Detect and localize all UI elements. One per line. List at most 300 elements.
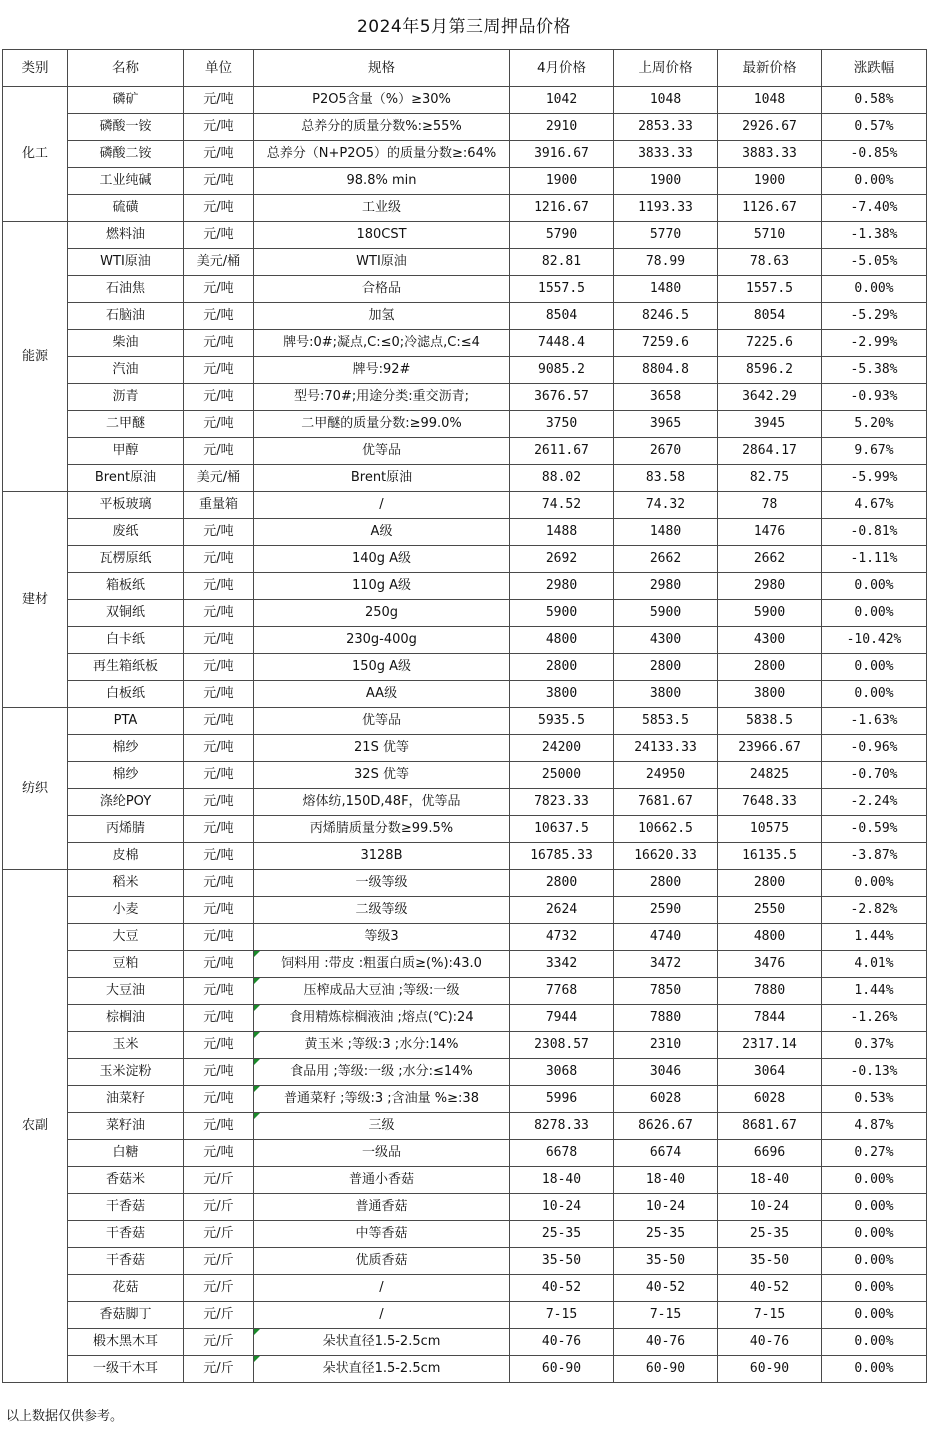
spec-cell: 110g A级 [254,573,510,600]
unit-cell: 元/吨 [184,735,254,762]
spec-cell: 食用精炼棕榈液油 ;熔点(℃):24 [254,1005,510,1032]
unit-cell: 元/吨 [184,519,254,546]
april-price-cell: 8278.33 [510,1113,614,1140]
item-name-cell: 白板纸 [68,681,184,708]
spec-cell: 牌号:0#;凝点,C:≤0;冷滤点,C:≤4 [254,330,510,357]
spec-cell: 饲料用 :带皮 :粗蛋白质≥(%):43.0 [254,951,510,978]
change-cell: 0.00% [822,1167,927,1194]
unit-cell: 元/吨 [184,951,254,978]
last-week-price-cell: 2662 [614,546,718,573]
april-price-cell: 8504 [510,303,614,330]
table-row [3,897,927,924]
last-week-price-cell: 3965 [614,411,718,438]
april-price-cell: 5900 [510,600,614,627]
spec-cell: 优等品 [254,708,510,735]
april-price-cell: 25000 [510,762,614,789]
change-cell: -0.93% [822,384,927,411]
unit-cell: 元/吨 [184,1032,254,1059]
latest-price-cell: 3800 [718,681,822,708]
category-cell: 化工 [3,87,68,222]
april-price-cell: 1216.67 [510,195,614,222]
unit-cell: 元/斤 [184,1329,254,1356]
column-header: 4月价格 [510,50,614,87]
unit-cell: 元/吨 [184,816,254,843]
spec-cell: 三级 [254,1113,510,1140]
april-price-cell: 4800 [510,627,614,654]
last-week-price-cell: 7850 [614,978,718,1005]
table-row [3,276,927,303]
table-row [3,924,927,951]
unit-cell: 元/吨 [184,384,254,411]
item-name-cell: 干香菇 [68,1221,184,1248]
unit-cell: 元/斤 [184,1275,254,1302]
table-row [3,1275,927,1302]
april-price-cell: 2624 [510,897,614,924]
last-week-price-cell: 2800 [614,870,718,897]
latest-price-cell: 2800 [718,654,822,681]
item-name-cell: 花菇 [68,1275,184,1302]
last-week-price-cell: 2800 [614,654,718,681]
april-price-cell: 6678 [510,1140,614,1167]
table-row [3,330,927,357]
item-name-cell: 废纸 [68,519,184,546]
last-week-price-cell: 40-52 [614,1275,718,1302]
spec-cell: / [254,1275,510,1302]
last-week-price-cell: 1480 [614,519,718,546]
last-week-price-cell: 16620.33 [614,843,718,870]
item-name-cell: 再生箱纸板 [68,654,184,681]
footer-note: 以上数据仅供参考。 [6,1409,124,1424]
spec-cell: P2O5含量（%）≥30% [254,87,510,114]
latest-price-cell: 2980 [718,573,822,600]
spec-cell: 朵状直径1.5-2.5cm [254,1356,510,1383]
category-cell: 农副 [3,870,68,1383]
spec-cell: 朵状直径1.5-2.5cm [254,1329,510,1356]
table-row [3,1005,927,1032]
header-row [3,50,927,87]
item-name-cell: 一级干木耳 [68,1356,184,1383]
last-week-price-cell: 6028 [614,1086,718,1113]
column-header: 单位 [184,50,254,87]
latest-price-cell: 2800 [718,870,822,897]
table-row [3,735,927,762]
unit-cell: 元/吨 [184,1005,254,1032]
table-row [3,357,927,384]
table-row [3,1167,927,1194]
last-week-price-cell: 5853.5 [614,708,718,735]
spec-cell: 压榨成品大豆油 ;等级:一级 [254,978,510,1005]
item-name-cell: 菜籽油 [68,1113,184,1140]
change-cell: 4.67% [822,492,927,519]
item-name-cell: 玉米 [68,1032,184,1059]
latest-price-cell: 7648.33 [718,789,822,816]
change-cell: -1.38% [822,222,927,249]
april-price-cell: 7823.33 [510,789,614,816]
last-week-price-cell: 78.99 [614,249,718,276]
april-price-cell: 25-35 [510,1221,614,1248]
change-cell: 5.20% [822,411,927,438]
item-name-cell: 棉纱 [68,735,184,762]
unit-cell: 元/吨 [184,789,254,816]
column-header: 名称 [68,50,184,87]
last-week-price-cell: 1193.33 [614,195,718,222]
last-week-price-cell: 3658 [614,384,718,411]
unit-cell: 元/吨 [184,762,254,789]
unit-cell: 元/吨 [184,681,254,708]
change-cell: 0.53% [822,1086,927,1113]
april-price-cell: 2692 [510,546,614,573]
item-name-cell: 大豆油 [68,978,184,1005]
item-name-cell: 玉米淀粉 [68,1059,184,1086]
change-cell: -7.40% [822,195,927,222]
item-name-cell: 磷酸一铵 [68,114,184,141]
spec-cell: 合格品 [254,276,510,303]
item-name-cell: 箱板纸 [68,573,184,600]
latest-price-cell: 8596.2 [718,357,822,384]
table-row [3,1248,927,1275]
latest-price-cell: 78.63 [718,249,822,276]
last-week-price-cell: 7259.6 [614,330,718,357]
change-cell: -0.96% [822,735,927,762]
table-row [3,519,927,546]
april-price-cell: 16785.33 [510,843,614,870]
april-price-cell: 18-40 [510,1167,614,1194]
latest-price-cell: 8054 [718,303,822,330]
latest-price-cell: 1048 [718,87,822,114]
change-cell: -5.99% [822,465,927,492]
april-price-cell: 2910 [510,114,614,141]
latest-price-cell: 3883.33 [718,141,822,168]
latest-price-cell: 7-15 [718,1302,822,1329]
april-price-cell: 9085.2 [510,357,614,384]
change-cell: -2.24% [822,789,927,816]
unit-cell: 重量箱 [184,492,254,519]
change-cell: -0.59% [822,816,927,843]
spec-cell: 二甲醚的质量分数:≥99.0% [254,411,510,438]
april-price-cell: 82.81 [510,249,614,276]
latest-price-cell: 3476 [718,951,822,978]
unit-cell: 元/吨 [184,222,254,249]
change-cell: 9.67% [822,438,927,465]
unit-cell: 元/斤 [184,1167,254,1194]
spec-cell: 250g [254,600,510,627]
latest-price-cell: 82.75 [718,465,822,492]
latest-price-cell: 8681.67 [718,1113,822,1140]
item-name-cell: 磷酸二铵 [68,141,184,168]
last-week-price-cell: 7-15 [614,1302,718,1329]
latest-price-cell: 2550 [718,897,822,924]
unit-cell: 元/吨 [184,168,254,195]
unit-cell: 元/吨 [184,1113,254,1140]
latest-price-cell: 40-52 [718,1275,822,1302]
unit-cell: 元/吨 [184,303,254,330]
item-name-cell: 硫磺 [68,195,184,222]
april-price-cell: 3750 [510,411,614,438]
last-week-price-cell: 60-90 [614,1356,718,1383]
latest-price-cell: 3064 [718,1059,822,1086]
item-name-cell: 干香菇 [68,1248,184,1275]
spec-cell: 二级等级 [254,897,510,924]
table-row [3,1086,927,1113]
item-name-cell: 小麦 [68,897,184,924]
last-week-price-cell: 1900 [614,168,718,195]
change-cell: 0.57% [822,114,927,141]
latest-price-cell: 2864.17 [718,438,822,465]
unit-cell: 元/吨 [184,276,254,303]
last-week-price-cell: 1048 [614,87,718,114]
spec-cell: 32S 优等 [254,762,510,789]
change-cell: 4.01% [822,951,927,978]
unit-cell: 元/吨 [184,843,254,870]
change-cell: 0.27% [822,1140,927,1167]
table-row [3,1329,927,1356]
unit-cell: 元/斤 [184,1221,254,1248]
last-week-price-cell: 4740 [614,924,718,951]
unit-cell: 元/吨 [184,897,254,924]
table-row [3,816,927,843]
spec-cell: 总养分（N+P2O5）的质量分数≥:64% [254,141,510,168]
unit-cell: 元/吨 [184,654,254,681]
unit-cell: 元/吨 [184,870,254,897]
item-name-cell: 稻米 [68,870,184,897]
last-week-price-cell: 74.32 [614,492,718,519]
item-name-cell: 白糖 [68,1140,184,1167]
change-cell: 0.00% [822,168,927,195]
latest-price-cell: 1126.67 [718,195,822,222]
last-week-price-cell: 10-24 [614,1194,718,1221]
last-week-price-cell: 8246.5 [614,303,718,330]
latest-price-cell: 78 [718,492,822,519]
item-name-cell: 皮棉 [68,843,184,870]
april-price-cell: 1042 [510,87,614,114]
change-cell: -1.11% [822,546,927,573]
unit-cell: 元/吨 [184,114,254,141]
unit-cell: 元/吨 [184,438,254,465]
change-cell: -5.29% [822,303,927,330]
latest-price-cell: 40-76 [718,1329,822,1356]
april-price-cell: 3342 [510,951,614,978]
item-name-cell: 瓦楞原纸 [68,546,184,573]
april-price-cell: 60-90 [510,1356,614,1383]
last-week-price-cell: 18-40 [614,1167,718,1194]
item-name-cell: 石脑油 [68,303,184,330]
spec-cell: 普通香菇 [254,1194,510,1221]
table-row [3,1302,927,1329]
table-row [3,168,927,195]
spec-cell: 优质香菇 [254,1248,510,1275]
unit-cell: 元/吨 [184,330,254,357]
april-price-cell: 74.52 [510,492,614,519]
change-cell: 1.44% [822,978,927,1005]
last-week-price-cell: 8804.8 [614,357,718,384]
spec-cell: 中等香菇 [254,1221,510,1248]
latest-price-cell: 5900 [718,600,822,627]
unit-cell: 元/吨 [184,411,254,438]
spec-cell: 140g A级 [254,546,510,573]
latest-price-cell: 4800 [718,924,822,951]
last-week-price-cell: 24133.33 [614,735,718,762]
spec-cell: 黄玉米 ;等级:3 ;水分:14% [254,1032,510,1059]
table-header [3,50,927,87]
item-name-cell: 椴木黑木耳 [68,1329,184,1356]
april-price-cell: 5935.5 [510,708,614,735]
latest-price-cell: 1900 [718,168,822,195]
item-name-cell: 沥青 [68,384,184,411]
price-table [2,49,927,1383]
latest-price-cell: 2317.14 [718,1032,822,1059]
spec-cell: 21S 优等 [254,735,510,762]
latest-price-cell: 10575 [718,816,822,843]
spec-cell: / [254,492,510,519]
april-price-cell: 5790 [510,222,614,249]
latest-price-cell: 4300 [718,627,822,654]
latest-price-cell: 3945 [718,411,822,438]
last-week-price-cell: 2670 [614,438,718,465]
latest-price-cell: 1557.5 [718,276,822,303]
table-row [3,492,927,519]
table-row [3,195,927,222]
column-header: 涨跌幅 [822,50,927,87]
latest-price-cell: 2926.67 [718,114,822,141]
column-header: 最新价格 [718,50,822,87]
change-cell: 0.00% [822,1194,927,1221]
spec-cell: Brent原油 [254,465,510,492]
spec-cell: 普通小香菇 [254,1167,510,1194]
column-header: 类别 [3,50,68,87]
spec-cell: 优等品 [254,438,510,465]
unit-cell: 美元/桶 [184,465,254,492]
april-price-cell: 7944 [510,1005,614,1032]
spec-cell: 98.8% min [254,168,510,195]
change-cell: 0.00% [822,1302,927,1329]
spec-cell: 工业级 [254,195,510,222]
april-price-cell: 3676.57 [510,384,614,411]
last-week-price-cell: 2590 [614,897,718,924]
table-row [3,438,927,465]
unit-cell: 元/斤 [184,1194,254,1221]
spec-cell: 型号:70#;用途分类:重交沥青; [254,384,510,411]
change-cell: -2.99% [822,330,927,357]
april-price-cell: 1900 [510,168,614,195]
item-name-cell: 双铜纸 [68,600,184,627]
change-cell: -10.42% [822,627,927,654]
spec-cell: 一级等级 [254,870,510,897]
change-cell: 0.00% [822,1275,927,1302]
table-row [3,249,927,276]
unit-cell: 元/吨 [184,708,254,735]
spec-cell: / [254,1302,510,1329]
latest-price-cell: 1476 [718,519,822,546]
item-name-cell: 白卡纸 [68,627,184,654]
latest-price-cell: 10-24 [718,1194,822,1221]
latest-price-cell: 3642.29 [718,384,822,411]
table-row [3,843,927,870]
item-name-cell: 甲醇 [68,438,184,465]
unit-cell: 元/吨 [184,924,254,951]
table-row [3,600,927,627]
item-name-cell: 干香菇 [68,1194,184,1221]
last-week-price-cell: 1480 [614,276,718,303]
table-row [3,789,927,816]
table-row [3,654,927,681]
change-cell: -1.63% [822,708,927,735]
table-row [3,1221,927,1248]
change-cell: 0.00% [822,1356,927,1383]
change-cell: 0.58% [822,87,927,114]
april-price-cell: 24200 [510,735,614,762]
last-week-price-cell: 24950 [614,762,718,789]
change-cell: 0.00% [822,870,927,897]
table-row [3,411,927,438]
april-price-cell: 3800 [510,681,614,708]
last-week-price-cell: 2980 [614,573,718,600]
table-row [3,573,927,600]
item-name-cell: 石油焦 [68,276,184,303]
spec-cell: 3128B [254,843,510,870]
change-cell: -0.85% [822,141,927,168]
category-cell: 能源 [3,222,68,492]
unit-cell: 元/吨 [184,573,254,600]
last-week-price-cell: 10662.5 [614,816,718,843]
table-row [3,87,927,114]
item-name-cell: 大豆 [68,924,184,951]
april-price-cell: 1557.5 [510,276,614,303]
unit-cell: 元/吨 [184,357,254,384]
last-week-price-cell: 3800 [614,681,718,708]
table-row [3,222,927,249]
item-name-cell: PTA [68,708,184,735]
latest-price-cell: 5710 [718,222,822,249]
april-price-cell: 2611.67 [510,438,614,465]
april-price-cell: 2800 [510,870,614,897]
unit-cell: 元/吨 [184,1059,254,1086]
change-cell: 0.00% [822,600,927,627]
change-cell: 0.00% [822,1248,927,1275]
item-name-cell: 香菇米 [68,1167,184,1194]
category-cell: 纺织 [3,708,68,870]
april-price-cell: 3068 [510,1059,614,1086]
last-week-price-cell: 8626.67 [614,1113,718,1140]
unit-cell: 元/吨 [184,195,254,222]
last-week-price-cell: 7681.67 [614,789,718,816]
table-row [3,951,927,978]
last-week-price-cell: 2310 [614,1032,718,1059]
latest-price-cell: 35-50 [718,1248,822,1275]
item-name-cell: 香菇脚丁 [68,1302,184,1329]
april-price-cell: 3916.67 [510,141,614,168]
latest-price-cell: 7225.6 [718,330,822,357]
item-name-cell: 油菜籽 [68,1086,184,1113]
spec-cell: 180CST [254,222,510,249]
latest-price-cell: 5838.5 [718,708,822,735]
change-cell: -0.81% [822,519,927,546]
item-name-cell: 棉纱 [68,762,184,789]
latest-price-cell: 23966.67 [718,735,822,762]
change-cell: -0.13% [822,1059,927,1086]
april-price-cell: 40-76 [510,1329,614,1356]
april-price-cell: 2800 [510,654,614,681]
change-cell: 0.00% [822,1221,927,1248]
spec-cell: 普通菜籽 ;等级:3 ;含油量 %≥:38 [254,1086,510,1113]
unit-cell: 元/斤 [184,1356,254,1383]
unit-cell: 元/吨 [184,1140,254,1167]
change-cell: -1.26% [822,1005,927,1032]
change-cell: -2.82% [822,897,927,924]
latest-price-cell: 7844 [718,1005,822,1032]
spec-cell: AA级 [254,681,510,708]
latest-price-cell: 6696 [718,1140,822,1167]
last-week-price-cell: 83.58 [614,465,718,492]
